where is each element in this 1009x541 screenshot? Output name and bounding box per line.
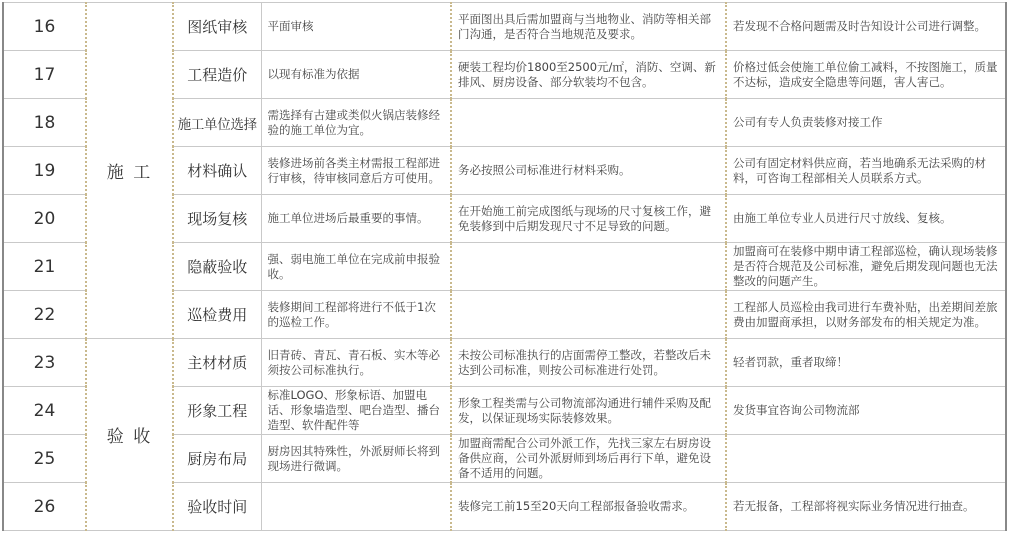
item-name: 验收时间 (173, 483, 261, 531)
row-number: 20 (3, 195, 86, 243)
row-number: 19 (3, 147, 86, 195)
note-cell: 在开始施工前完成图纸与现场的尺寸复核工作，避免装修到中后期发现尺寸不足导致的问题。 (451, 195, 726, 243)
note-cell: 务必按照公司标准进行材料采购。 (451, 147, 726, 195)
row-number: 22 (3, 291, 86, 339)
note-cell: 未按公司标准执行的店面需停工整改，若整改后未达到公司标准，则按公司标准进行处罚。 (451, 339, 726, 387)
requirement-cell: 施工单位进场后最重要的事情。 (261, 195, 451, 243)
item-name: 施工单位选择 (173, 99, 261, 147)
remark-cell: 公司有专人负责装修对接工作 (726, 99, 1006, 147)
phase-cell-construction: 施 工 (86, 3, 173, 339)
requirement-cell: 装修进场前各类主材需报工程部进行审核，待审核同意后方可使用。 (261, 147, 451, 195)
requirement-cell: 厨房因其特殊性，外派厨师长将到现场进行微调。 (261, 435, 451, 483)
remark-cell: 加盟商可在装修中期申请工程部巡检，确认现场装修是否符合规范及公司标准，避免后期发现问题也无法整改的问题产生。 (726, 243, 1006, 291)
item-name: 现场复核 (173, 195, 261, 243)
item-name: 材料确认 (173, 147, 261, 195)
item-name: 隐蔽验收 (173, 243, 261, 291)
remark-cell: 工程部人员巡检由我司进行车费补贴，出差期间差旅费由加盟商承担，以财务部发布的相关规定为准。 (726, 291, 1006, 339)
item-name: 巡检费用 (173, 291, 261, 339)
requirement-cell: 需选择有古建或类似火锅店装修经验的施工单位为宜。 (261, 99, 451, 147)
requirement-cell: 强、弱电施工单位在完成前申报验收。 (261, 243, 451, 291)
phase-cell-acceptance: 验 收 (86, 339, 173, 531)
remark-cell: 价格过低会使施工单位偷工减料，不按图施工，质量不达标，造成安全隐患等问题，害人害己。 (726, 51, 1006, 99)
table-row (3, 339, 1006, 387)
note-cell: 加盟商需配合公司外派工作，先找三家左右厨房设备供应商，公司外派厨师到场后再行下单，避免设备不适用的问题。 (451, 435, 726, 483)
row-number: 17 (3, 51, 86, 99)
remark-cell: 若无报备，工程部将视实际业务情况进行抽查。 (726, 483, 1006, 531)
item-name: 图纸审核 (173, 3, 261, 51)
note-cell (451, 243, 726, 291)
requirement-cell: 旧青砖、青瓦、青石板、实木等必须按公司标准执行。 (261, 339, 451, 387)
requirement-cell: 以现有标准为依据 (261, 51, 451, 99)
note-cell: 硬装工程均价1800至2500元/㎡，消防、空调、新排风、厨房设备、部分软装均不包含。 (451, 51, 726, 99)
remark-cell: 公司有固定材料供应商，若当地确系无法采购的材料，可咨询工程部相关人员联系方式。 (726, 147, 1006, 195)
item-name: 厨房布局 (173, 435, 261, 483)
row-number: 16 (3, 3, 86, 51)
remark-cell (726, 435, 1006, 483)
table-row (3, 3, 1006, 51)
note-cell: 平面图出具后需加盟商与当地物业、消防等相关部门沟通，是否符合当地规范及要求。 (451, 3, 726, 51)
requirement-cell: 装修期间工程部将进行不低于1次的巡检工作。 (261, 291, 451, 339)
note-cell (451, 291, 726, 339)
remark-cell: 若发现不合格问题需及时告知设计公司进行调整。 (726, 3, 1006, 51)
item-name: 主材材质 (173, 339, 261, 387)
requirement-cell (261, 483, 451, 531)
row-number: 21 (3, 243, 86, 291)
row-number: 26 (3, 483, 86, 531)
row-number: 18 (3, 99, 86, 147)
remark-cell: 由施工单位专业人员进行尺寸放线、复核。 (726, 195, 1006, 243)
row-number: 24 (3, 387, 86, 435)
row-number: 25 (3, 435, 86, 483)
remark-cell: 发货事宜咨询公司物流部 (726, 387, 1006, 435)
requirement-cell: 平面审核 (261, 3, 451, 51)
requirement-cell: 标准LOGO、形象标语、加盟电话、形象墙造型、吧台造型、播台造型、软件配件等 (261, 387, 451, 435)
note-cell: 形象工程类需与公司物流部沟通进行辅件采购及配发，以保证现场实际装修效果。 (451, 387, 726, 435)
note-cell: 装修完工前15至20天向工程部报备验收需求。 (451, 483, 726, 531)
spec-table (2, 2, 1007, 531)
note-cell (451, 99, 726, 147)
remark-cell: 轻者罚款，重者取缔！ (726, 339, 1006, 387)
item-name: 形象工程 (173, 387, 261, 435)
row-number: 23 (3, 339, 86, 387)
item-name: 工程造价 (173, 51, 261, 99)
